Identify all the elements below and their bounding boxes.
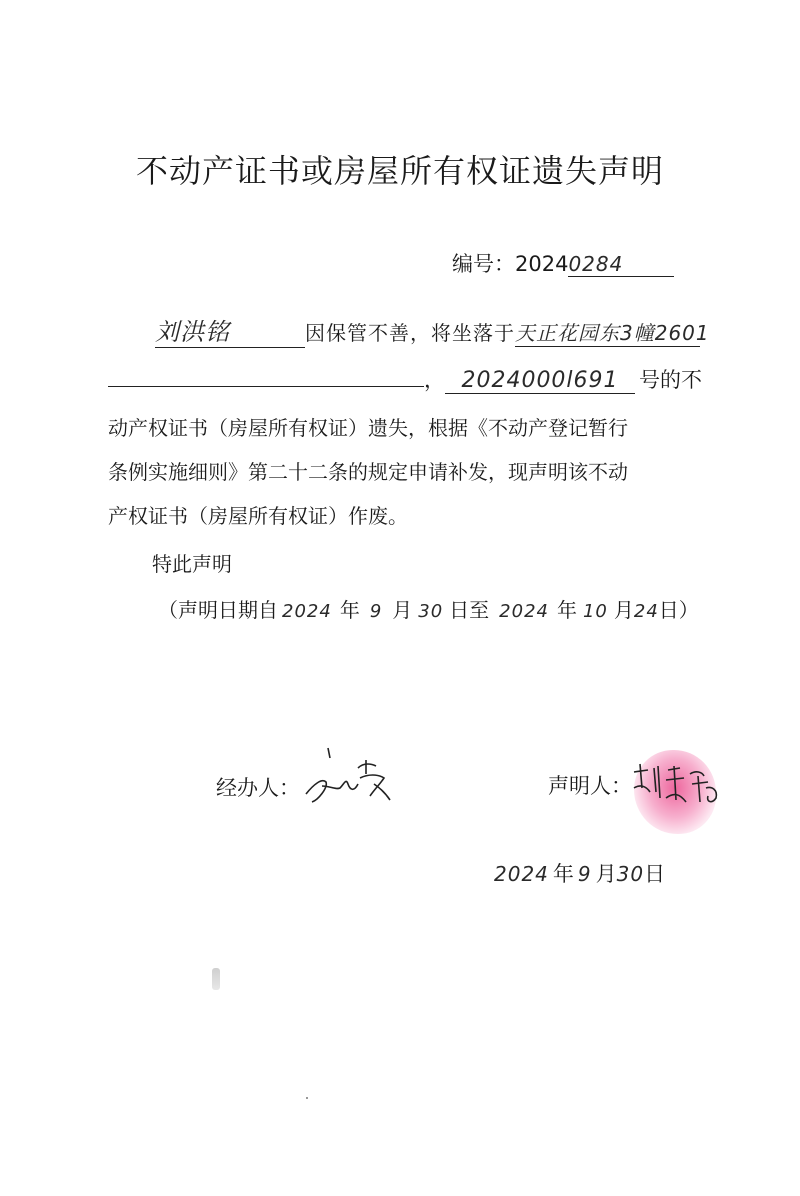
declaration: 特此声明 <box>152 552 232 576</box>
sign-date <box>494 858 665 888</box>
period-end-year: 2024 <box>499 601 549 622</box>
scan-speck <box>212 968 220 990</box>
sign-month: 9 <box>577 862 592 886</box>
period-end-day: 24 <box>633 601 659 622</box>
sign-year: 2024 <box>494 862 549 886</box>
sign-year-label: 年 <box>552 862 574 886</box>
property-address: 天正花园东3幢2601 <box>515 317 700 347</box>
period-close: 日） <box>658 598 699 622</box>
line-5: 产权证书（房屋所有权证）作废。 <box>108 504 408 528</box>
period-to-label: 日至 <box>449 598 490 622</box>
address-continuation-line <box>108 364 424 387</box>
period-start-day: 30 <box>418 601 444 622</box>
scan-dot <box>306 1097 308 1099</box>
period-year-label-2: 年 <box>556 598 577 622</box>
sign-month-label: 月 <box>595 862 617 886</box>
declaration-period <box>158 594 699 623</box>
declarant-signature <box>628 758 724 814</box>
line-1-text: 因保管不善，将坐落于 <box>305 321 515 345</box>
declarant-label: 声明人： <box>548 774 632 798</box>
comma: ， <box>424 368 445 392</box>
handler-signature <box>300 744 400 808</box>
number-printed: 2024 <box>515 252 569 276</box>
document-number <box>452 248 674 278</box>
sign-day-label: 日 <box>644 862 666 886</box>
line-3: 动产权证书（房屋所有权证）遗失，根据《不动产登记暂行 <box>108 416 628 440</box>
page-title: 不动产证书或房屋所有权证遗失声明 <box>135 152 664 190</box>
period-start-year: 2024 <box>282 601 332 622</box>
certificate-number: 2024000l691 <box>445 368 635 394</box>
number-label: 编号： <box>452 252 515 276</box>
period-year-label: 年 <box>339 598 360 622</box>
applicant-name: 刘洪铭 <box>155 312 305 348</box>
line-1 <box>155 312 710 348</box>
number-handwritten: 0284 <box>568 252 674 277</box>
line-2-suffix: 号的不 <box>639 368 702 392</box>
period-open: （声明日期自 <box>158 598 278 622</box>
period-start-month: 9 <box>369 601 383 622</box>
period-month-label: 月 <box>392 598 413 622</box>
handler-label: 经办人： <box>216 776 300 800</box>
line-2 <box>108 364 702 394</box>
period-end-month: 10 <box>582 601 608 622</box>
sign-day: 30 <box>616 862 645 886</box>
period-month-label-2: 月 <box>613 598 634 622</box>
line-4: 条例实施细则》第二十二条的规定申请补发，现声明该不动 <box>108 460 628 484</box>
